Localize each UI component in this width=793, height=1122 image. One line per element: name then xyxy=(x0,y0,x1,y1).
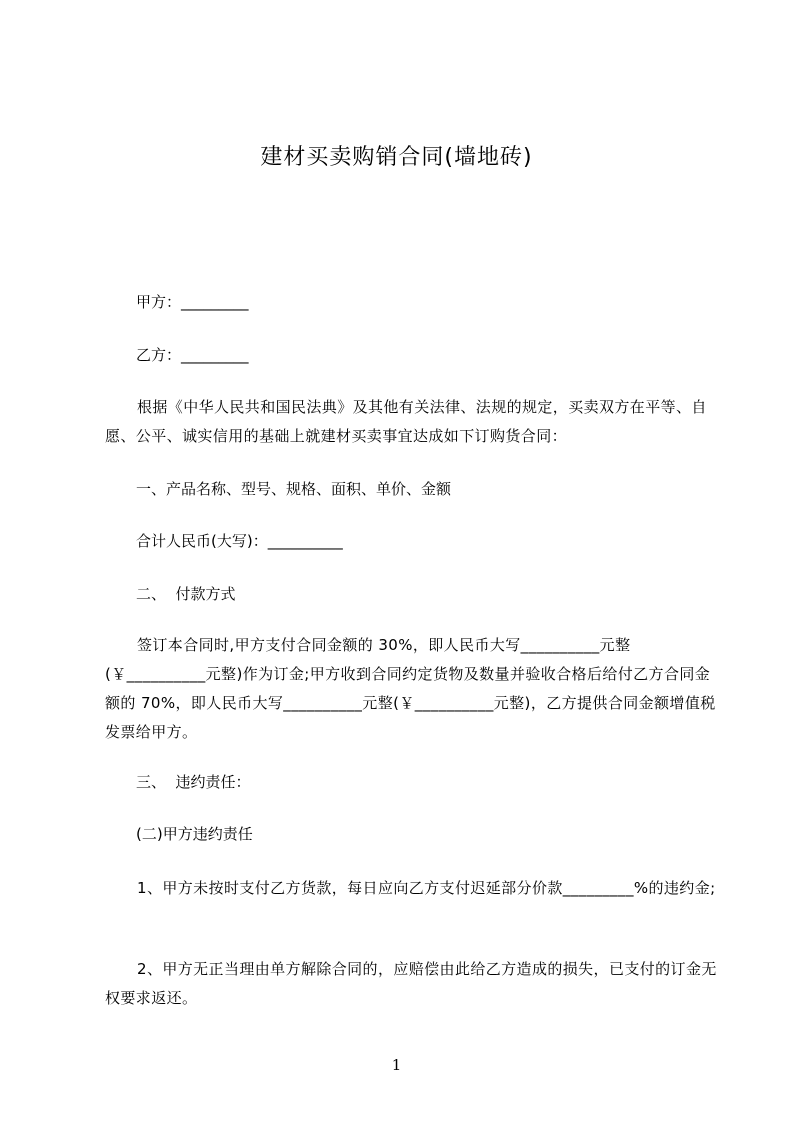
clause-2-paragraph: 2、甲方无正当理由单方解除合同的，应赔偿由此给乙方造成的损失，已支付的订金无权要求返还。 xyxy=(105,960,717,1007)
clause-1-paragraph: 1、甲方未按时支付乙方货款，每日应向乙方支付迟延部分价款_________%的违约金; xyxy=(137,879,716,897)
party-b-line: 乙方：_________ xyxy=(136,346,249,364)
total-amount-line: 合计人民币(大写)：__________ xyxy=(136,532,343,550)
party-a-line: 甲方：_________ xyxy=(136,293,249,311)
subsection-heading: (二)甲方违约责任 xyxy=(136,825,253,843)
section-3-heading: 三、 违约责任： xyxy=(136,773,251,791)
page-title: 建材买卖购销合同(墙地砖) xyxy=(260,145,533,170)
payment-paragraph: 签订本合同时,甲方支付合同金额的 30%，即人民币大写__________元整(￥__________元整)作为订金;甲方收到合同约定货物及数量并验收合格后给付乙方合同金额的 70%，即人民币大写__________元整(￥__________元整)，乙方提供合同金额增值税发票给甲方。 xyxy=(105,636,716,741)
section-2-heading: 二、 付款方式 xyxy=(136,585,236,603)
page-number: 1 xyxy=(391,1056,402,1074)
section-1-heading: 一、产品名称、型号、规格、面积、单价、金额 xyxy=(136,480,452,498)
intro-paragraph: 根据《中华人民共和国民法典》及其他有关法律、法规的规定，买卖双方在平等、自愿、公平、诚实信用的基础上就建材买卖事宜达成如下订购货合同： xyxy=(105,398,707,445)
